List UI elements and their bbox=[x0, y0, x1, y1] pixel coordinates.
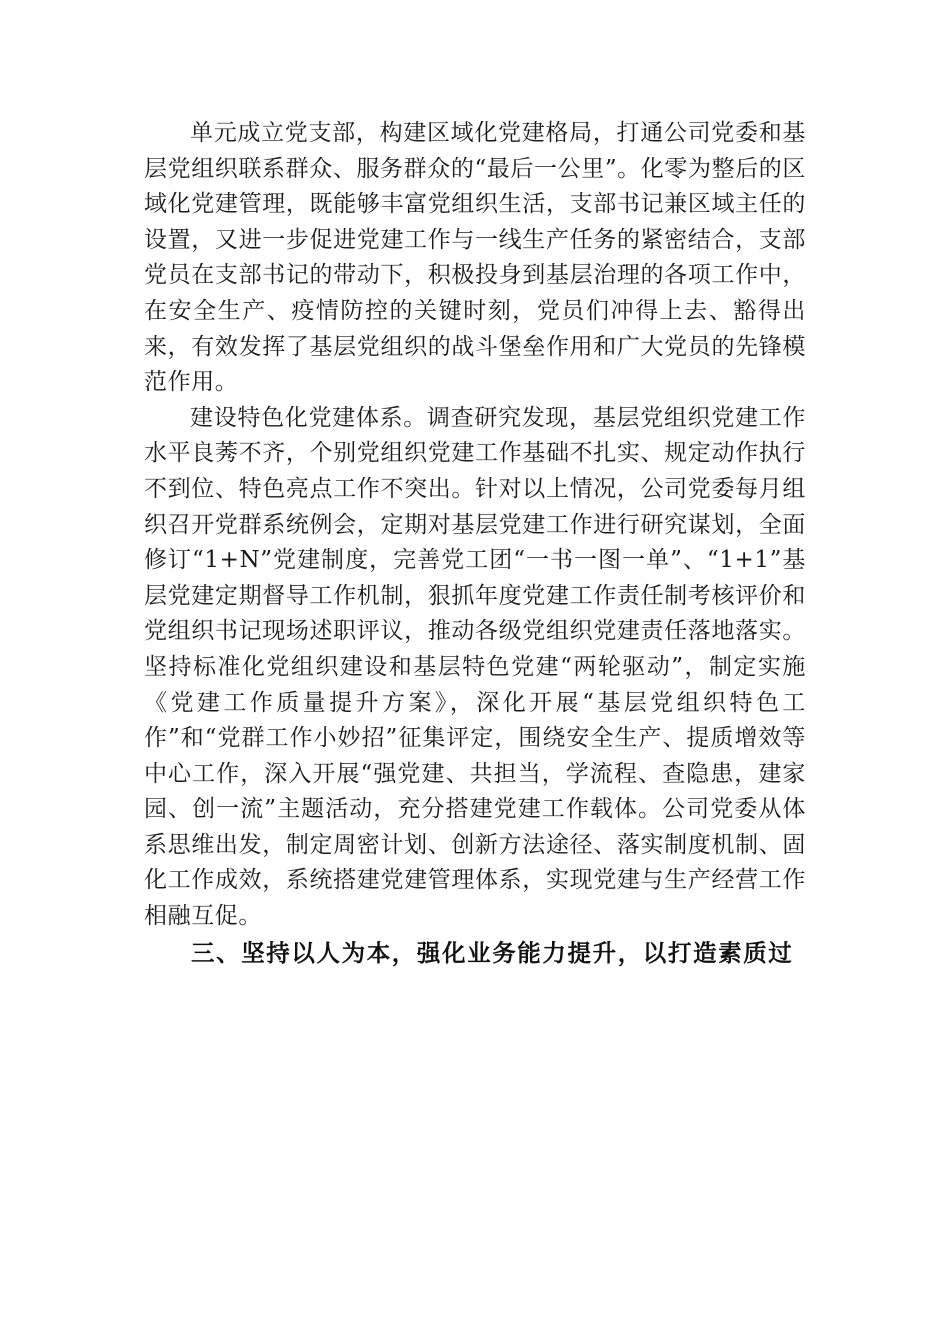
body-paragraph-1: 单元成立党支部，构建区域化党建格局，打通公司党委和基层党组织联系群众、服务群众的“最后一公里”。化零为整后的区域化党建管理，既能够丰富党组织生活，支部书记兼区域主任的设置，又进一步促进党建工作与一线生产任务的紧密结合，支部党员在支部书记的带动下，积极投身到基层治理的各项工作中，在安全生产、疫情防控的关键时刻，党员们冲得上去、豁得出来，有效发挥了基层党组织的战斗堡垒作用和广大党员的先锋模范作用。 bbox=[144, 120, 806, 396]
document-body bbox=[144, 116, 806, 971]
section-heading: 三、坚持以人为本，强化业务能力提升，以打造素质过 bbox=[191, 938, 794, 967]
body-paragraph-2: 建设特色化党建体系。调查研究发现，基层党组织党建工作水平良莠不齐，个别党组织党建工作基础不扎实、规定动作执行不到位、特色亮点工作不突出。针对以上情况，公司党委每月组织召开党群系统例会，定期对基层党建工作进行研究谋划，全面修订“1+N”党建制度，完善党工团“一书一图一单”、“1+1”基层党建定期督导工作机制，狠抓年度党建工作责任制考核评价和党组织书记现场述职评议，推动各级党组织党建责任落地落实。坚持标准化党组织建设和基层特色党建“两轮驱动”，制定实施《党建工作质量提升方案》，深化开展“基层党组织特色工作”和“党群工作小妙招”征集评定，围绕安全生产、提质增效等中心工作，深入开展“强党建、共担当，学流程、查隐患，建家园、创一流”主题活动，充分搭建党建工作载体。公司党委从体系思维出发，制定周密计划、创新方法途径、落实制度机制、固化工作成效，系统搭建党建管理体系，实现党建与生产经营工作相融互促。 bbox=[144, 404, 806, 930]
